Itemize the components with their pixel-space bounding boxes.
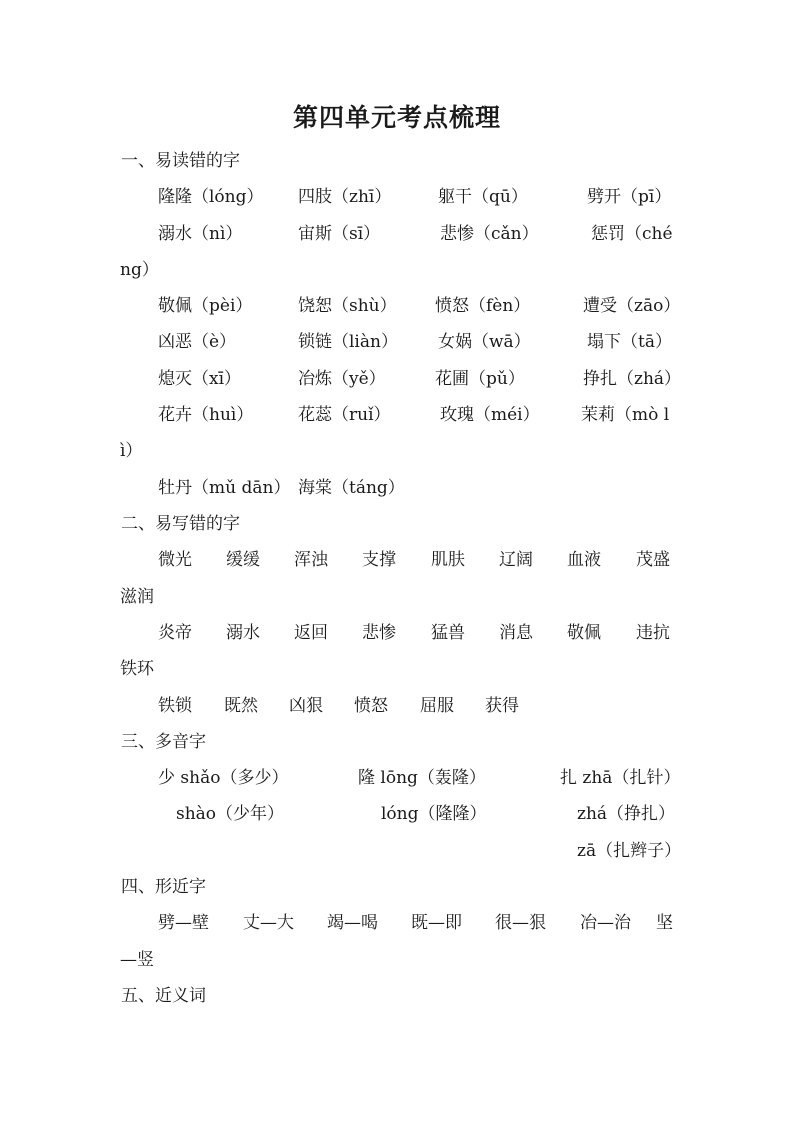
- word-item: 躯干（qū）: [438, 187, 528, 207]
- word-item: 既然: [224, 696, 258, 716]
- word-item: 挣扎（zhá）: [583, 369, 682, 389]
- word-item: 浑浊: [294, 550, 328, 570]
- word-item: 丈—大: [243, 913, 294, 933]
- word-item: 惩罚（ché: [591, 224, 673, 244]
- word-item: 竭—喝: [327, 913, 378, 933]
- polyphone-item: 扎 zhā（扎针）: [560, 768, 681, 788]
- word-item: 牡丹（mǔ dān）: [158, 478, 291, 498]
- word-item: 支撑: [362, 550, 396, 570]
- section-heading: 二、易写错的字: [121, 514, 240, 534]
- word-item: 熄灭（xī）: [158, 369, 242, 389]
- word-item-wrap: ì）: [120, 441, 143, 461]
- polyphone-item: shào（少年）: [176, 804, 285, 824]
- word-item: 隆隆（lóng）: [158, 187, 264, 207]
- word-item-wrap: —竖: [120, 950, 154, 970]
- section-heading: 三、多音字: [121, 732, 206, 752]
- word-item: 女娲（wā）: [438, 332, 531, 352]
- word-item: 劈开（pī）: [587, 187, 672, 207]
- word-item: 获得: [485, 696, 519, 716]
- word-item: 肌肤: [431, 550, 465, 570]
- word-item: 玫瑰（méi）: [440, 405, 540, 425]
- polyphone-item: 少 shǎo（多少）: [158, 768, 289, 788]
- page-title: 第四单元考点梳理: [292, 103, 501, 132]
- word-item: 消息: [499, 623, 533, 643]
- word-item: 凶恶（è）: [158, 332, 237, 352]
- word-item: 缓缓: [226, 550, 260, 570]
- word-item: 溺水（nì）: [158, 224, 243, 244]
- word-item: 冶炼（yě）: [298, 369, 386, 389]
- word-item: 屈服: [420, 696, 454, 716]
- word-item: 猛兽: [431, 623, 465, 643]
- polyphone-item: 隆 lōng（轰隆）: [358, 768, 486, 788]
- section-heading: 一、易读错的字: [121, 151, 240, 171]
- word-item: 既—即: [411, 913, 462, 933]
- word-item: 炎帝: [158, 623, 192, 643]
- word-item: 饶恕（shù）: [298, 296, 397, 316]
- word-item: 四肢（zhī）: [298, 187, 392, 207]
- word-item: 花圃（pǔ）: [435, 369, 525, 389]
- word-item: 愤怒（fèn）: [435, 296, 531, 316]
- polyphone-item: lóng（隆隆）: [381, 804, 487, 824]
- word-item: 塌下（tā）: [587, 332, 672, 352]
- word-item: 遭受（zāo）: [583, 296, 681, 316]
- word-item-wrap: 滋润: [120, 587, 154, 607]
- word-item: 宙斯（sī）: [298, 224, 381, 244]
- section-heading: 四、形近字: [121, 877, 206, 897]
- word-item: 花蕊（ruǐ）: [298, 405, 391, 425]
- word-item: 敬佩: [567, 623, 601, 643]
- word-item: 违抗: [636, 623, 670, 643]
- polyphone-item: zhá（挣扎）: [577, 804, 676, 824]
- word-item: 花卉（huì）: [158, 405, 254, 425]
- word-item: 铁锁: [158, 696, 192, 716]
- word-item: 愤怒: [354, 696, 388, 716]
- word-item: 返回: [294, 623, 328, 643]
- word-item: 辽阔: [499, 550, 533, 570]
- section-heading: 五、近义词: [121, 986, 206, 1006]
- word-item: 悲惨（cǎn）: [440, 224, 539, 244]
- polyphone-item: zā（扎辫子）: [577, 841, 682, 861]
- word-item: 凶狠: [289, 696, 323, 716]
- word-item: 悲惨: [362, 623, 396, 643]
- word-item: 血液: [567, 550, 601, 570]
- word-item: 海棠（táng）: [298, 478, 405, 498]
- word-item: 微光: [158, 550, 192, 570]
- word-item: 冶—治: [580, 913, 631, 933]
- word-item: 坚: [656, 913, 673, 933]
- word-item: 茉莉（mò l: [581, 405, 670, 425]
- word-item-wrap: 铁环: [120, 659, 154, 679]
- word-item: 溺水: [226, 623, 260, 643]
- word-item: 茂盛: [636, 550, 670, 570]
- word-item-wrap: ng）: [120, 260, 159, 280]
- word-item: 劈—壁: [158, 913, 209, 933]
- word-item: 敬佩（pèi）: [158, 296, 253, 316]
- word-item: 很—狠: [495, 913, 546, 933]
- word-item: 锁链（liàn）: [298, 332, 398, 352]
